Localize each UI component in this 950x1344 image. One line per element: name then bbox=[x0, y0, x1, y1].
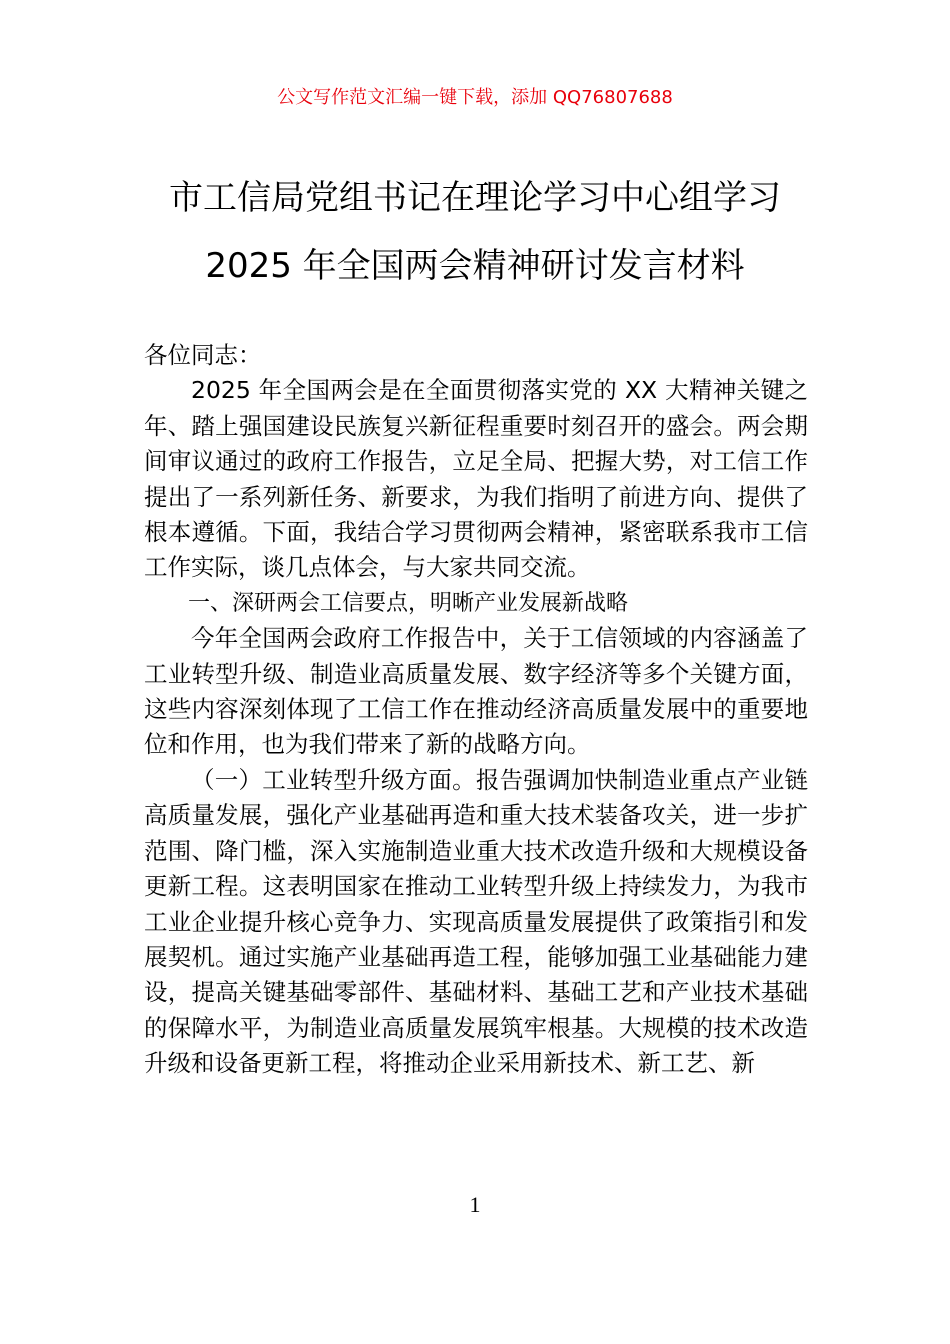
download-banner: 公文写作范文汇编一键下载，添加 QQ76807688 bbox=[277, 87, 673, 108]
salutation: 各位同志： bbox=[144, 341, 262, 369]
paragraph-intro: 2025 年全国两会是在全面贯彻落实党的 XX 大精神关键之年、踏上强国建设民族复兴新征程重要时刻召开的盛会。两会期间审议通过的政府工作报告，立足全局、把握大势，对工信工作提出了一系列新任务、新要求，为我们指明了前进方向、提供了根本遵循。下面，我结合学习贯彻两会精神，紧密联系我市工信工作实际，谈几点体会，与大家共同交流。 bbox=[144, 376, 808, 582]
document-body bbox=[144, 338, 808, 1082]
document-title-line-2: 2025 年全国两会精神研讨发言材料 bbox=[205, 246, 745, 286]
paragraph-subsection-1: （一）工业转型升级方面。报告强调加快制造业重点产业链高质量发展，强化产业基础再造和重大技术装备攻关，进一步扩范围、降门槛，深入实施制造业重大技术改造升级和大规模设备更新工程。这表明国家在推动工业转型升级上持续发力，为我市工业企业提升核心竞争力、实现高质量发展提供了政策指引和发展契机。通过实施产业基础再造工程，能够加强工业基础能力建设，提高关键基础零部件、基础材料、基础工艺和产业技术基础的保障水平，为制造业高质量发展筑牢根基。大规模的技术改造升级和设备更新工程，将推动企业采用新技术、新工艺、新 bbox=[144, 765, 808, 1078]
section-heading-1: 一、深研两会工信要点，明晰产业发展新战略 bbox=[188, 590, 629, 616]
page-number: 1 bbox=[469, 1192, 481, 1217]
document-title-line-1: 市工信局党组书记在理论学习中心组学习 bbox=[169, 178, 781, 218]
paragraph-section-1: 今年全国两会政府工作报告中，关于工信领域的内容涵盖了工业转型升级、制造业高质量发展、数字经济等多个关键方面，这些内容深刻体现了工信工作在推动经济高质量发展中的重要地位和作用，也为我们带来了新的战略方向。 bbox=[144, 624, 808, 759]
